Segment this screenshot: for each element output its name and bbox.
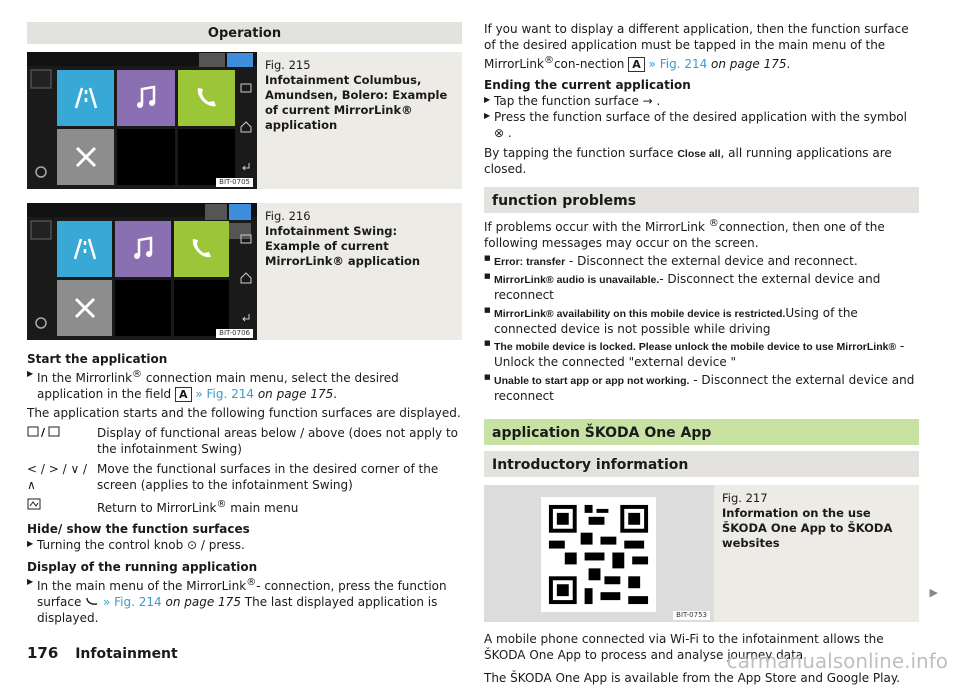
empty-tile <box>115 280 170 336</box>
figure-216 <box>27 203 462 340</box>
figure-217-image <box>484 485 714 622</box>
fig-214-link[interactable]: » Fig. 214 <box>103 594 162 609</box>
figure-title: Infotainment Swing: Example of current MirrorLink® application <box>265 223 421 268</box>
empty-tile <box>174 280 229 336</box>
top-button-mirrorlink <box>229 204 251 220</box>
home-icon <box>240 121 252 133</box>
tools-app-tile <box>57 129 114 185</box>
phone-app-tile <box>178 70 235 126</box>
ending-heading: Ending the current application <box>484 78 691 93</box>
figure-216-caption <box>257 203 462 340</box>
watermark: carmanualsonline.info <box>726 649 948 673</box>
right-sidebar <box>237 68 255 186</box>
left-column <box>27 22 462 626</box>
introductory-info-bar: Introductory information <box>484 451 919 477</box>
tools-icon <box>72 143 100 171</box>
back-icon <box>240 160 252 172</box>
function-problems-bar: function problems <box>484 187 919 213</box>
start-section <box>27 352 462 402</box>
starts-text: The application starts and the following function surfaces are displayed. <box>27 406 461 421</box>
fp-item: ■ MirrorLink® audio is unavailable.- Disconnect the external device and reconnect <box>484 272 919 304</box>
ending-step-2: ▶ Press the function surface of the desired application with the symbol ⊗ . <box>484 110 919 142</box>
close-all-text: By tapping the function surface Close all, all running applications are closed. <box>484 145 892 176</box>
page-footer <box>27 644 178 664</box>
figure-number: Fig. 216 <box>265 209 311 223</box>
intro-text: If you want to display a different application, then the function surface of the desired application must be tapped in the main menu of the MirrorLink®con-nection A » Fig. 214 on page 175. <box>484 22 909 71</box>
figure-217-caption <box>714 485 919 622</box>
qr-code-icon <box>541 497 656 612</box>
figure-217 <box>484 485 919 622</box>
fp-item: ■ Error: transfer - Disconnect the external device and reconnect. <box>484 254 919 270</box>
right-column <box>484 22 919 687</box>
window-icon <box>240 82 252 94</box>
field-a-label: A <box>628 57 645 72</box>
top-button-mirrorlink <box>227 53 253 67</box>
top-button-back <box>205 204 227 220</box>
empty-tile <box>178 129 235 185</box>
hide-step: ▶ Turning the control knob ⊙ / press. <box>27 538 462 554</box>
music-note-icon <box>131 236 155 262</box>
navigation-app-tile <box>57 70 114 126</box>
field-a-label: A <box>175 387 192 402</box>
footer-section: Infotainment <box>75 646 178 662</box>
left-sidebar <box>29 68 53 186</box>
symbol-row-return <box>27 498 462 517</box>
symbol-desc: Move the functional surfaces in the desired corner of the screen (applies to the infotainment Swing) <box>97 461 439 492</box>
figure-title: Infotainment Columbus, Amundsen, Bolero: Example of current MirrorLink® application <box>265 72 448 132</box>
hide-heading: Hide/ show the function surfaces <box>27 522 250 537</box>
road-icon <box>72 84 100 112</box>
symbol-arrows: < / > / ∨ / ∧ <box>27 461 88 492</box>
tools-icon <box>71 294 99 322</box>
figure-number: Fig. 217 <box>722 490 768 505</box>
wifi-text: A mobile phone connected via Wi-Fi to the infotainment allows the ŠKODA One App to process and analyse journey data. <box>484 631 884 662</box>
skoda-one-app-bar: application ŠKODA One App <box>484 419 919 445</box>
display-heading: Display of the running application <box>27 560 258 575</box>
road-icon <box>71 235 99 263</box>
phone-link-icon <box>85 596 99 606</box>
back-icon <box>240 311 252 323</box>
mirrorlink-icon <box>27 498 41 510</box>
symbol-window <box>27 426 97 458</box>
figure-215 <box>27 52 462 189</box>
start-step: ▶ In the Mirrorlink® connection main menu, select the desired application in the field A » Fig. 214 on page 175. <box>27 368 462 403</box>
music-app-tile <box>117 70 174 126</box>
page-number: 176 <box>27 644 59 662</box>
symbol-desc: Display of functional areas below / above (does not apply to the infotainment Swing) <box>97 426 458 457</box>
close-all-button-label: Close all <box>677 147 721 160</box>
ending-step-1: ▶ Tap the function surface → . <box>484 94 919 110</box>
tools-app-tile <box>57 280 112 336</box>
symbol-mirrorlink <box>27 498 97 517</box>
left-sidebar <box>29 219 53 337</box>
app-tiles <box>57 221 229 336</box>
music-note-icon <box>134 85 158 111</box>
continue-arrow-icon: ▶ <box>929 586 938 599</box>
phone-icon <box>187 235 215 263</box>
navigation-app-tile <box>57 221 112 277</box>
figure-title: Information on the use ŠKODA One App to ŠKODA websites <box>722 505 893 550</box>
fp-item: ■ The mobile device is locked. Please unlock the mobile device to use MirrorLink® - Unlock the connected "external device " <box>484 339 919 371</box>
app-tiles <box>57 70 235 185</box>
fp-item: ■ Unable to start app or app not working. - Disconnect the external device and reconnect <box>484 373 919 405</box>
fp-item: ■ MirrorLink® availability on this mobile device is restricted.Using of the connected device is not possible while driving <box>484 306 919 338</box>
section-title-operation: Operation <box>27 22 462 44</box>
figure-215-caption <box>257 52 462 189</box>
figure-tag: BIT-0706 <box>216 329 253 338</box>
right-sidebar <box>237 219 255 337</box>
window-icon <box>240 233 252 245</box>
symbol-row-move <box>27 462 462 494</box>
phone-app-tile <box>174 221 229 277</box>
symbol-row-display <box>27 426 462 458</box>
window-toggle-icon <box>27 426 61 438</box>
figure-number: Fig. 215 <box>265 58 311 72</box>
fig-214-link[interactable]: » Fig. 214 <box>195 386 254 401</box>
figure-215-image <box>27 52 257 189</box>
top-button-window <box>199 53 225 67</box>
fig-214-link[interactable]: » Fig. 214 <box>648 56 708 71</box>
phone-icon <box>192 84 220 112</box>
home-icon <box>240 272 252 284</box>
fp-intro: If problems occur with the MirrorLink ®connection, then one of the following messages may occur on the screen. <box>484 218 885 251</box>
empty-tile <box>117 129 174 185</box>
figure-216-image <box>27 203 257 340</box>
figure-tag: BIT-0705 <box>216 178 253 187</box>
symbol-desc: Return to MirrorLink® main menu <box>97 498 299 515</box>
qr-code <box>541 497 656 612</box>
store-text: The ŠKODA One App is available from the App Store and Google Play. <box>484 671 901 686</box>
svg-text:/: / <box>41 426 46 440</box>
figure-tag: BIT-0753 <box>673 611 710 620</box>
start-heading: Start the application <box>27 352 168 366</box>
music-app-tile <box>115 221 170 277</box>
display-step: ▶ In the main menu of the MirrorLink®- connection, press the function surface » Fig. 214 on page 175 The last displayed application is displayed. <box>27 576 462 626</box>
